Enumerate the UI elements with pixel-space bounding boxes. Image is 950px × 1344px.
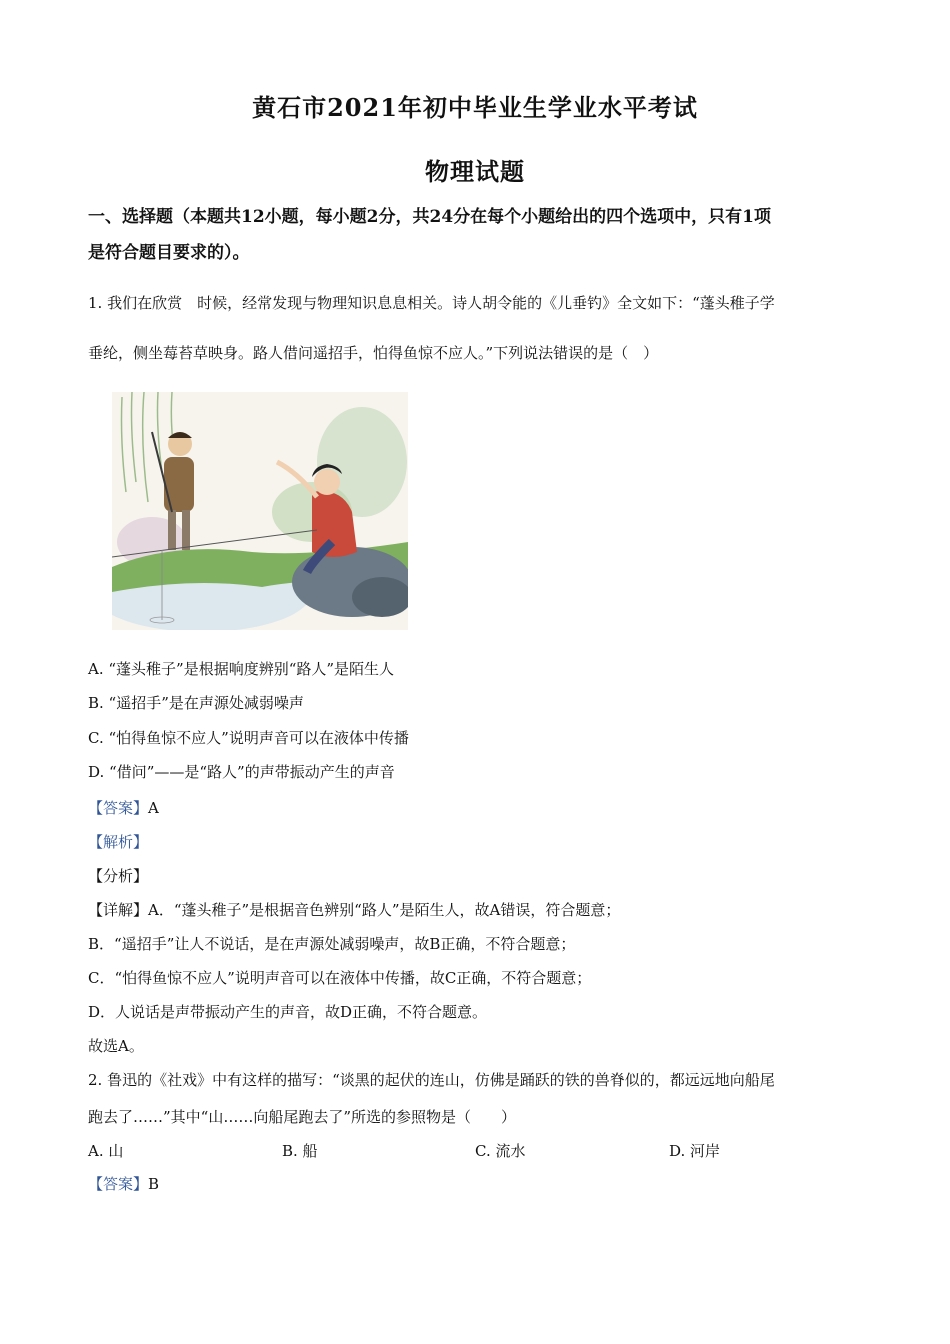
answer-tag: 【答案】 (88, 799, 149, 817)
q1-detail-line: C．“怕得鱼惊不应人”说明声音可以在液体中传播，故C正确，不符合题意； (88, 969, 592, 987)
q2-option-a: A. 山 (88, 1142, 124, 1160)
exam-title: 黄石市2021年初中毕业生学业水平考试 (252, 93, 698, 122)
q1-detail-line: 故选A。 (88, 1037, 144, 1055)
q1-stem-line-1: 1. 我们在欣赏 时候，经常发现与物理知识息息相关。诗人胡令能的《儿垂钓》全文如下：“蓬头稚子学 (88, 294, 775, 312)
q1-option-a: A. “蓬头稚子”是根据响度辨别“路人”是陌生人 (88, 660, 395, 678)
exam-subtitle: 物理试题 (425, 157, 525, 186)
q1-option-d: D. “借问”——是“路人”的声带振动产生的声音 (88, 763, 395, 781)
answer-tag: 【答案】 (88, 1175, 149, 1193)
q1-analysis-tag: 【解析】 (88, 833, 149, 851)
section-heading (88, 202, 868, 268)
section-heading-line-2: 是符合题目要求的）。 (88, 243, 250, 263)
q1-option-b: B. “遥招手”是在声源处减弱噪声 (88, 694, 304, 712)
q2-option-c: C. 流水 (475, 1142, 526, 1160)
answer-value: B (148, 1175, 160, 1193)
q2-option-b: B. 船 (282, 1142, 318, 1160)
q1-option-c: C. “怕得鱼惊不应人”说明声音可以在液体中传播 (88, 729, 409, 747)
q2-stem-line-2: 跑去了……”其中“山……向船尾跑去了”所选的参照物是（ ） (88, 1108, 517, 1126)
q2-answer (88, 1173, 878, 1194)
q1-fenxi: 【分析】 (88, 867, 149, 885)
q2-stem-line-1: 2. 鲁迅的《社戏》中有这样的描写：“谈黑的起伏的连山，仿佛是踊跃的铁的兽脊似的，都远远地向船尾 (88, 1071, 775, 1089)
q1-stem-line-2: 垂纶，侧坐莓苔草映身。路人借问遥招手，怕得鱼惊不应人。”下列说法错误的是（ ） (88, 344, 659, 362)
q1-detail-line: D．人说话是声带振动产生的声音，故D正确，不符合题意。 (88, 1003, 488, 1021)
q2-option-d: D. 河岸 (669, 1142, 721, 1160)
q1-detail-line: 【详解】A．“蓬头稚子”是根据音色辨别“路人”是陌生人，故A错误，符合题意； (88, 901, 621, 919)
section-heading-line-1: 一、选择题（本题共12小题，每小题2分，共24分在每个小题给出的四个选项中，只有1项 (88, 207, 771, 227)
answer-value: A (148, 799, 159, 817)
q1-detail-line: B．“遥招手”让人不说话，是在声源处减弱噪声，故B正确，不符合题意； (88, 935, 576, 953)
q1-answer (88, 797, 878, 818)
fishing-illustration (112, 392, 408, 630)
